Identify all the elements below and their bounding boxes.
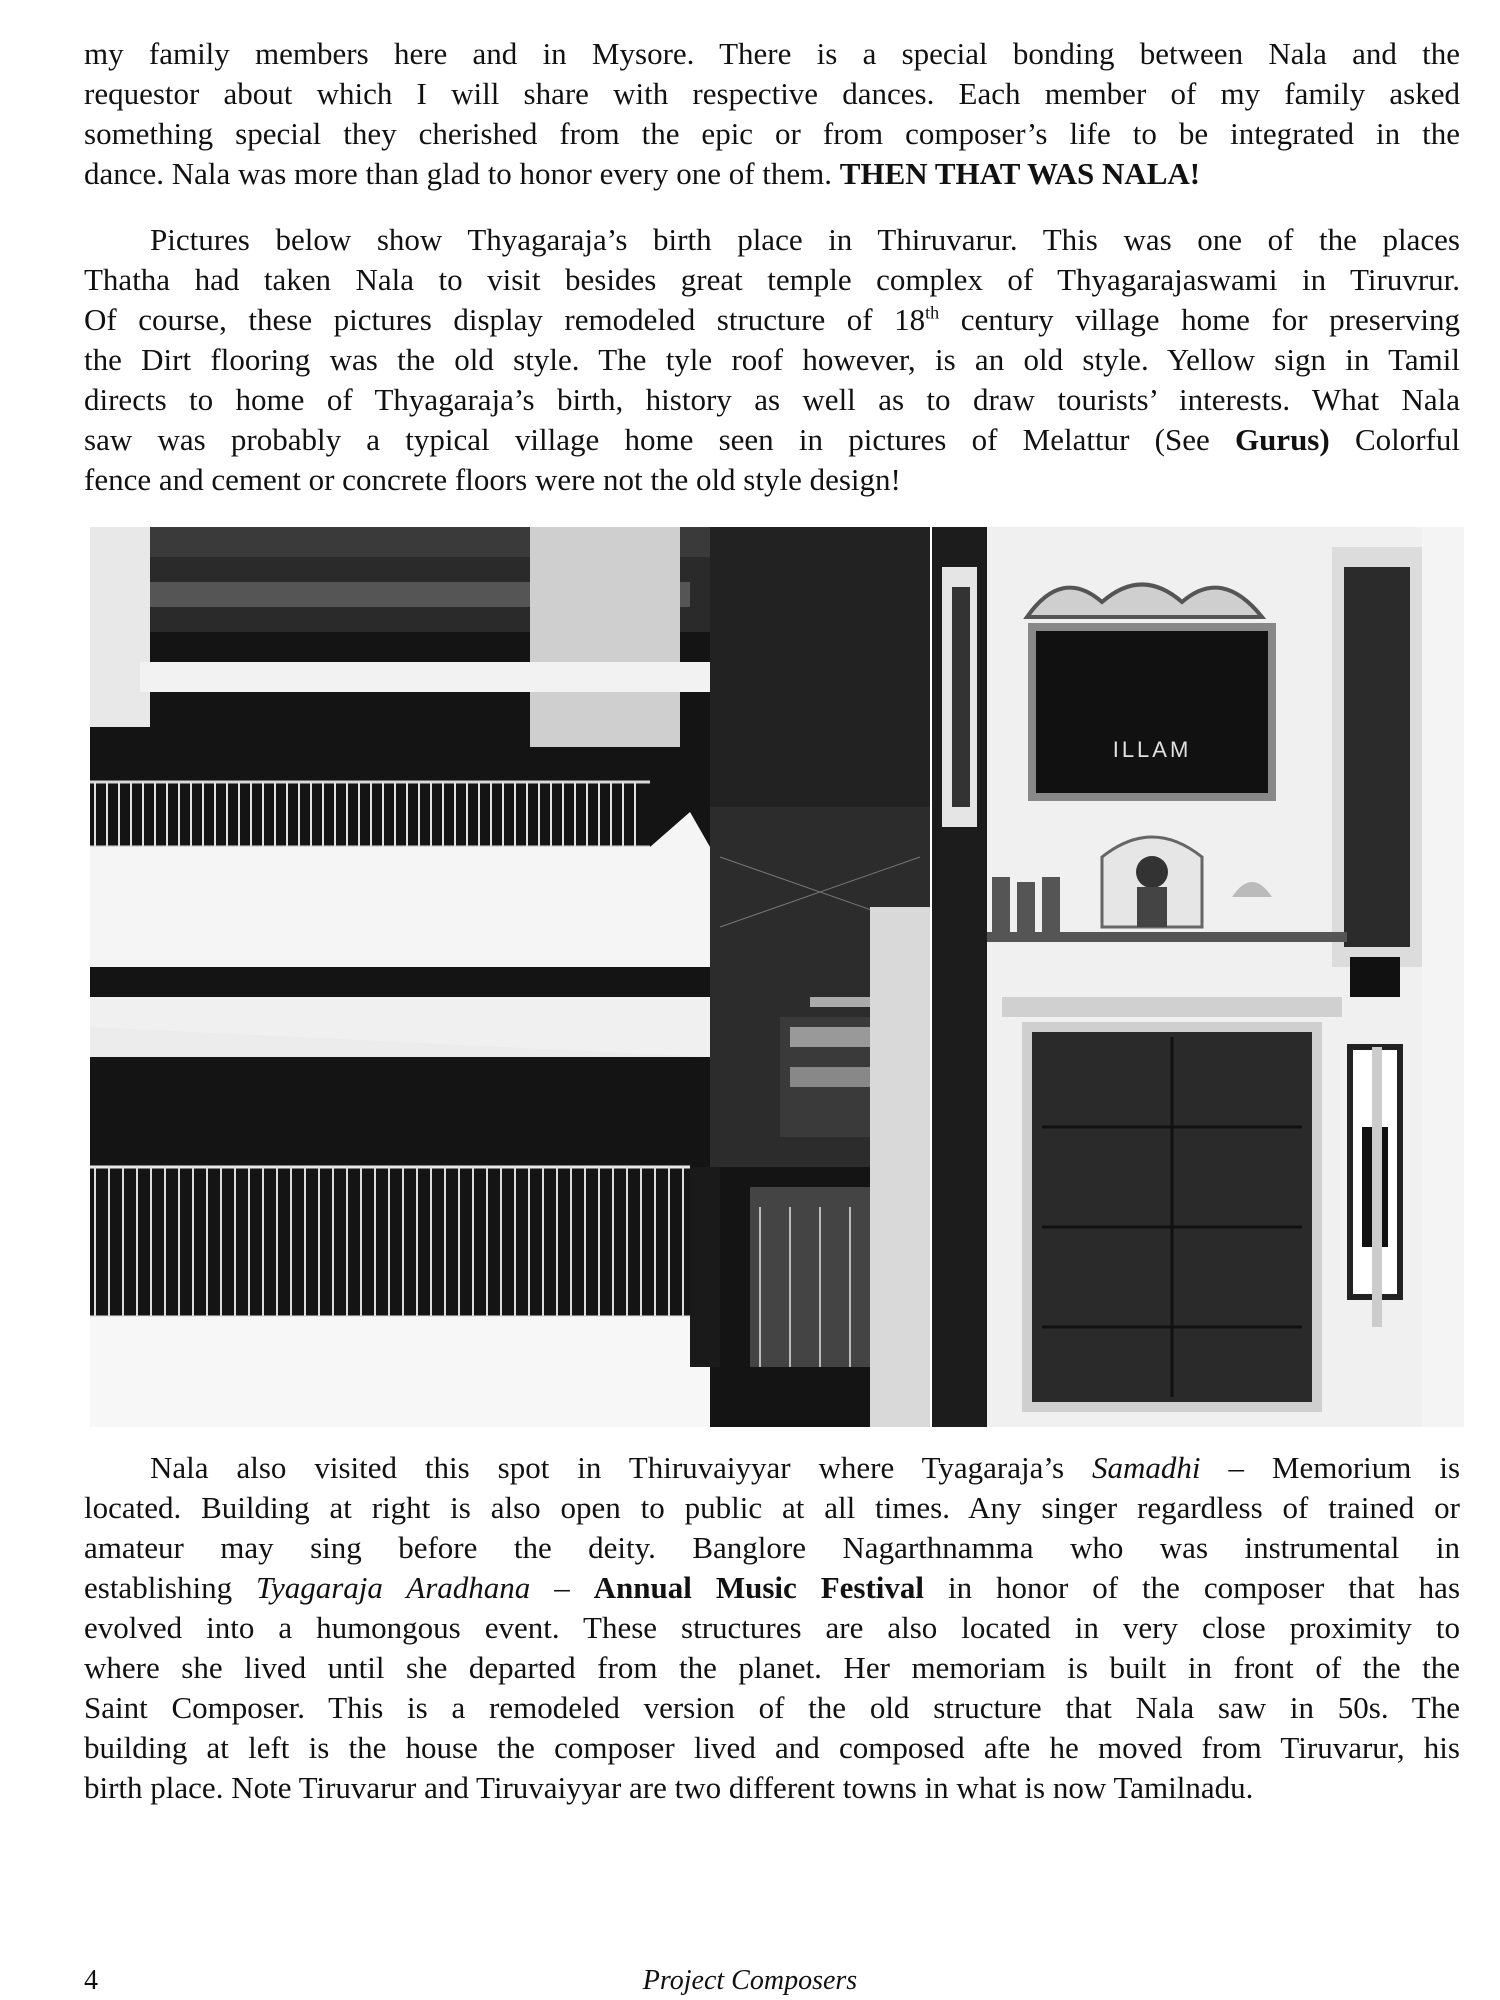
entrance-illustration bbox=[932, 527, 1464, 1427]
text-line: Saint Composer. This is a remodeled version of the old structure that Nala saw in 50s. The bbox=[84, 1690, 1460, 1725]
text-line: my family members here and in Mysore. There is a special bonding between Nala and the bbox=[84, 36, 1460, 71]
paragraph-birth-place bbox=[84, 220, 1460, 500]
house-illustration bbox=[90, 527, 930, 1427]
text-line: requestor about which I will share with respective dances. Each member of my family asked bbox=[84, 76, 1460, 111]
text-line: fence and cement or concrete floors were not the old style design! bbox=[84, 462, 901, 497]
text-run: Colorful bbox=[1354, 422, 1460, 457]
text-line: directs to home of Thyagaraja’s birth, history as well as to draw tourists’ interests. What Nala bbox=[84, 382, 1460, 417]
text-run: Of course, these pictures display remodeled structure of 18 bbox=[84, 302, 926, 337]
bold-reference: Gurus) bbox=[1234, 422, 1330, 457]
text-run: century village home for preserving bbox=[960, 302, 1460, 337]
text-line: something special they cherished from the epic or from composer’s life to be integrated in the bbox=[84, 116, 1460, 151]
italic-term: Samadhi bbox=[1092, 1450, 1201, 1485]
paragraph-family-requests bbox=[84, 34, 1460, 194]
text-run: – bbox=[554, 1570, 570, 1605]
emphasis-text: THEN THAT WAS NALA! bbox=[839, 156, 1201, 191]
bold-term: Annual Music Festival bbox=[593, 1570, 925, 1605]
text-run: establishing bbox=[84, 1570, 233, 1605]
text-line: located. Building at right is also open to public at all times. Any singer regardless of trained or bbox=[84, 1490, 1460, 1525]
text-line: where she lived until she departed from the planet. Her memoriam is built in front of the the bbox=[84, 1650, 1460, 1685]
text-run: – Memorium is bbox=[1228, 1450, 1461, 1485]
text-line: amateur may sing before the deity. Banglore Nagarthnamma who was instrumental in bbox=[84, 1530, 1460, 1565]
text-line: the Dirt flooring was the old style. The tyle roof however, is an old style. Yellow sign in Tamil bbox=[84, 342, 1460, 377]
text-run: in honor of the composer that has bbox=[947, 1570, 1461, 1605]
text-line bbox=[84, 154, 1460, 194]
italic-term: Tyagaraja Aradhana bbox=[256, 1570, 531, 1605]
text-line: evolved into a humongous event. These structures are also located in very close proximity to bbox=[84, 1610, 1460, 1645]
text-line bbox=[84, 1568, 1460, 1608]
sign-lettering: ILLAM bbox=[1112, 737, 1192, 762]
text-run: Nala also visited this spot in Thiruvaiyyar where Tyagaraja’s bbox=[150, 1450, 1065, 1485]
photo-birth-place-house bbox=[90, 527, 930, 1427]
text-line bbox=[84, 420, 1460, 460]
footer-title: Project Composers bbox=[642, 1965, 858, 1996]
superscript: th bbox=[925, 302, 940, 323]
text-line: Thatha had taken Nala to visit besides great temple complex of Thyagarajaswami in Tiruvrur. bbox=[84, 262, 1460, 297]
photo-samadhi-entrance bbox=[932, 527, 1464, 1427]
text-line bbox=[84, 1448, 1460, 1488]
text-line: birth place. Note Tiruvarur and Tiruvaiyyar are two different towns in what is now Tamilnadu. bbox=[84, 1770, 1254, 1805]
text-line: building at left is the house the composer lived and composed afte he moved from Tiruvarur, his bbox=[84, 1730, 1460, 1765]
page-number: 4 bbox=[84, 1965, 98, 1996]
text-line bbox=[84, 300, 1460, 340]
text-run: dance. Nala was more than glad to honor every one of them. bbox=[84, 156, 833, 191]
text-run: saw was probably a typical village home seen in pictures of Melattur (See bbox=[84, 422, 1210, 457]
text-line: Pictures below show Thyagaraja’s birth place in Thiruvarur. This was one of the places bbox=[150, 222, 1460, 257]
paragraph-samadhi bbox=[84, 1448, 1460, 1808]
